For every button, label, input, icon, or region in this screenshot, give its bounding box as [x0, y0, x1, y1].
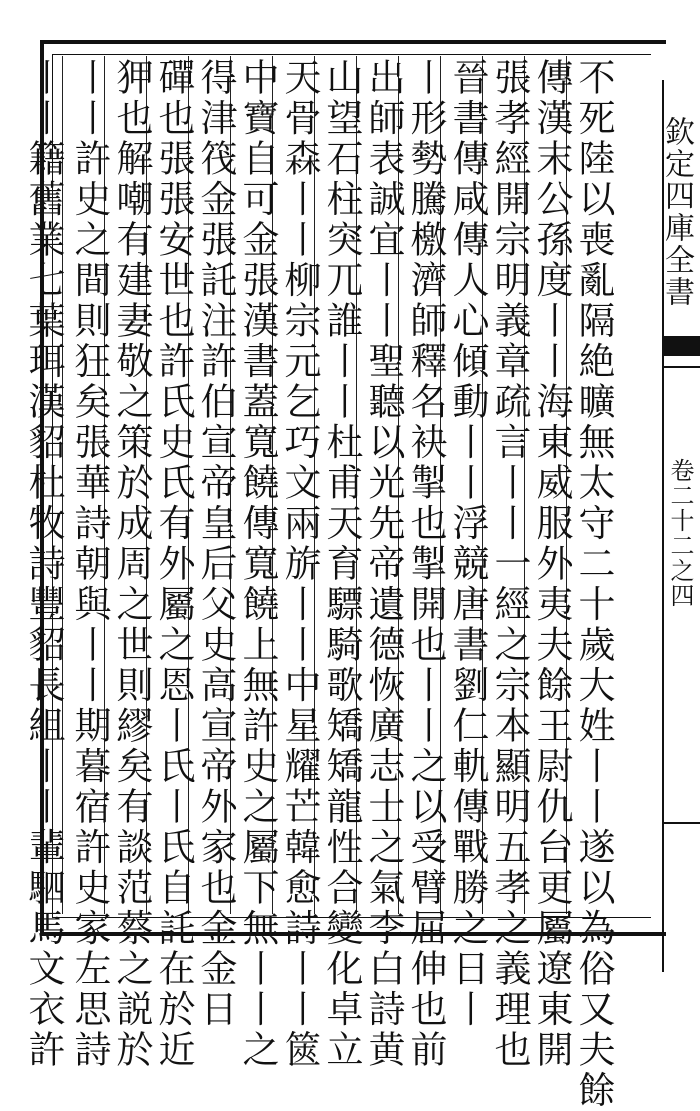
text-column: 出師表誠宜丨丨聖聽以光先帝遺德恢廣志士之氣李白詩黄: [362, 58, 405, 1071]
text-column: 天骨森丨丨柳宗元乞巧文兩旂丨丨中星耀芒韓愈詩丨丨篋: [278, 58, 321, 1071]
text-column: 傳漢末公孫度丨丨海東威服外夷夫餘王尉仇台更屬遼東開: [530, 58, 573, 1071]
text-column: 磾也張張安世也許氏史氏有外屬之恩丨氏丨氏自託在於近: [152, 58, 195, 1071]
text-column: 丨形勢騰檄濟師釋名袂掣也掣開也丨丨之以受臂屈伸也前: [404, 58, 447, 1071]
text-column: 中寶自可金張漢書蓋寬饒傳寬饒上無許史之屬下無丨丨之: [236, 58, 279, 1071]
text-column: 山望石柱突兀誰丨丨杜甫天育驃騎歌矯矯龍性合變化卓立: [320, 58, 363, 1071]
page-margin: [659, 40, 700, 932]
volume-number: 卷二十二之四: [666, 458, 694, 608]
fish-tail-line: [662, 366, 700, 368]
text-column: 張孝經開宗明義章疏言丨丨一經之宗本顯明五孝之義理也: [488, 58, 531, 1071]
text-column: 不死陸以喪亂隔絶曠無太守二十歲大姓丨丨遂以為俗又夫餘: [572, 58, 615, 1111]
text-column: 丨丨許史之間則狂矣張華詩朝與丨丨期暮宿許史家左思詩: [68, 58, 111, 1071]
text-column: 狎也解嘲有建妻敬之策於成周之世則繆矣有談范蔡之説於: [110, 58, 153, 1071]
text-column: 得津筏金張託注許伯宣帝皇后父史高宣帝外家也金金日: [194, 58, 237, 1030]
book-title: 欽定四庫全書: [659, 116, 694, 308]
text-column: 晉書傳咸傳人心傾動丨丨浮競唐書劉仁軌傳戰勝之日丨: [446, 58, 489, 1030]
fish-tail-line-lower: [662, 822, 700, 824]
fish-tail-mark: [662, 336, 700, 356]
text-column: 丨丨籍舊業七葉珥漢貂杜牧詩豐貂長組丨丨輩駟馬文衣許: [22, 58, 65, 1071]
